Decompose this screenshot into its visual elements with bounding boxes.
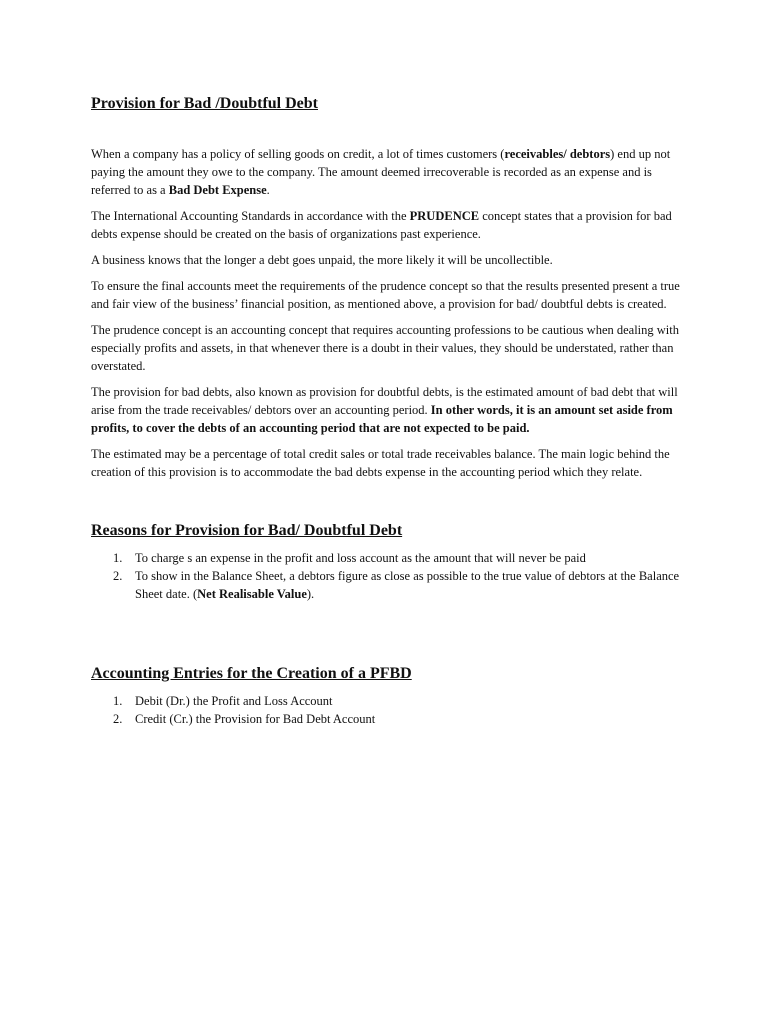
paragraph-text: The International Accounting Standards in accordance with the [91,209,410,223]
bold-term-nrv: Net Realisable Value [197,587,307,601]
reasons-heading: Reasons for Provision for Bad/ Doubtful Debt [91,522,403,539]
bold-term-prudence: PRUDENCE [409,209,480,223]
paragraph-text: ) end up not paying the amount they owe to the company. The amount deemed irrecoverable is recorded as an expense and is referred to as a [91,147,671,197]
paragraph-credit-sales [91,145,681,199]
list-number: 1. [113,551,123,565]
list-item [91,549,681,567]
entries-list [91,692,681,728]
paragraph-uncollectible: A business knows that the longer a debt goes unpaid, the more likely it will be uncollectible. [91,253,553,267]
paragraph-ias [91,207,681,243]
list-item [91,567,681,603]
list-item [91,710,681,728]
paragraph-text: . [266,183,270,197]
list-number: 2. [113,712,123,726]
list-number: 2. [113,569,123,583]
list-item [91,692,681,710]
list-item-text: ). [306,587,315,601]
list-item-text: To charge s an expense in the profit and loss account as the amount that will never be paid [135,551,586,565]
document-title: Provision for Bad /Doubtful Debt [91,95,318,112]
paragraph-text: concept states that a provision for bad debts expense should be created on the basis of organizations past experience. [91,209,672,241]
bold-term-receivables: receivables/ debtors [504,147,611,161]
bold-term-bad-debt-expense: Bad Debt Expense [168,183,267,197]
list-number: 1. [113,694,123,708]
paragraph-final-accounts: To ensure the final accounts meet the requirements of the prudence concept so that the results presented present a true and fair view of the business’ financial position, as mentioned above, a provision for bad/ doubtful debts is created. [91,279,680,311]
paragraph-estimation: The estimated may be a percentage of total credit sales or total trade receivables balance. The main logic behind the creation of this provision is to accommodate the bad debts expense in the accounting period which they relate. [91,447,670,479]
list-item-text: To show in the Balance Sheet, a debtors figure as close as possible to the true value of debtors at the Balance Sheet date. ( [135,569,680,601]
paragraph-prudence-concept: The prudence concept is an accounting concept that requires accounting professions to be cautious when dealing with especially profits and assets, in that whenever there is a doubt in their values, they should be understated, rather than overstated. [91,323,680,373]
reasons-list [91,549,681,603]
paragraph-text: When a company has a policy of selling goods on credit, a lot of times customers ( [91,147,505,161]
paragraph-text: The provision for bad debts, also known as provision for doubtful debts, is the estimated amount of bad debt that will arise from the trade receivables/ debtors over an accounting period. [91,385,678,417]
list-item-text: Credit (Cr.) the Provision for Bad Debt Account [135,712,376,726]
paragraph-definition [91,383,681,437]
list-item-text: Debit (Dr.) the Profit and Loss Account [135,694,333,708]
bold-definition: In other words, it is an amount set aside from profits, to cover the debts of an accounting period that are not expected to be paid. [91,403,673,435]
document-page [91,93,681,728]
entries-heading: Accounting Entries for the Creation of a PFBD [91,665,412,682]
